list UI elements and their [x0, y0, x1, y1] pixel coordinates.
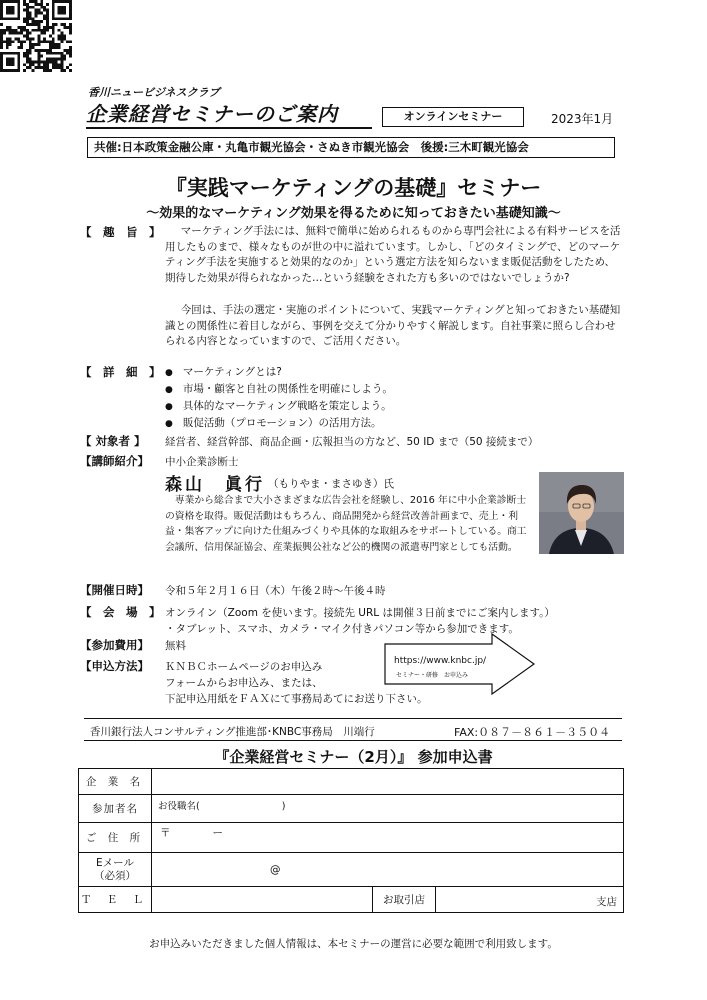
club-name: 香川ニュービジネスクラブ	[88, 86, 220, 99]
title-hint-open: お役職名(	[158, 801, 200, 812]
branch-label: お取引店	[373, 887, 436, 913]
venue-label: 【 会 場 】	[80, 605, 161, 619]
details-label: 【 詳 細 】	[80, 365, 161, 379]
apply-line-3: 下記申込用紙をＦＡＸにて事務局あてにお送り下さい。	[165, 693, 428, 705]
apply-line-1: ＫＮＢＣホームページのお申込み	[165, 661, 323, 673]
email-label-text: Eメール	[96, 856, 134, 869]
branch-suffix: 支店	[596, 896, 617, 908]
apply-line-2: フォームからお申込み、または、	[165, 677, 323, 689]
fee-text: 無料	[165, 640, 186, 652]
apply-url[interactable]: https://www.knbc.jp/	[394, 656, 487, 666]
purpose-label: 【 趣 旨 】	[80, 225, 161, 239]
email-required-text: （必須）	[94, 869, 136, 882]
email-field[interactable]	[152, 853, 624, 887]
office-name: 香川銀行法人コンサルティング推進部･KNBC事務局 川端行	[90, 726, 375, 738]
at-sign: @	[270, 863, 281, 876]
sponsor-box: 共催:日本政策金融公庫・丸亀市観光協会・さぬき市観光協会 後援:三木町観光協会	[87, 137, 615, 158]
list-item: ● 市場・顧客と自社の関係性を明確にしよう。	[165, 381, 393, 398]
lecturer-title: 中小企業診断士	[165, 456, 239, 468]
lecturer-name: 森山 眞行	[165, 475, 265, 495]
online-seminar-badge: オンラインセミナー	[382, 107, 524, 127]
portrait-illustration	[539, 472, 624, 554]
audience-text: 経営者、経営幹部、商品企画・広報担当の方など、50 ID まで（50 接続まで）	[165, 436, 539, 448]
tel-label: Ｔ Ｅ Ｌ	[79, 887, 152, 913]
list-item: ● 販促活動（プロモーション）の活用方法。	[165, 415, 393, 432]
privacy-note: お申込みいただきました個人情報は、本セミナーの運営に必要な範囲で利用致します。	[149, 938, 558, 950]
tel-field[interactable]	[152, 887, 373, 913]
venue-line-1: オンライン（Zoom を使います。接続先 URL は開催３日前までにご案内します。）	[165, 607, 555, 619]
list-item: ● マーケティングとは?	[165, 364, 393, 381]
fax-number: FAX:０８７－８６１－３５０４	[454, 726, 611, 739]
audience-label: 【 対象者 】	[80, 434, 146, 448]
venue-line-2: ・タブレット、スマホ、カメラ・マイク付きパソコン等から参加できます。	[165, 623, 519, 635]
lecturer-bio: 専業から総合まで大小さまざまな広告会社を経験し、2016 年に中小企業診断士の資格を取得。販促活動はもちろん、商品開発から経営改善計画まで、売上・利益・集客アップに向けた仕組みづくりや具体的な取組みをサポートしている。商工会議所、信用保証協会、産業振興公社など公的機関の派遣専門家としても活動。	[165, 495, 527, 553]
lecturer-photo	[539, 472, 624, 554]
branch-field[interactable]	[436, 887, 624, 913]
list-item: ● 具体的なマーケティング戦略を策定しよう。	[165, 398, 393, 415]
company-field[interactable]	[152, 769, 624, 795]
form-title: 『企業経営セミナー（2月）』 参加申込書	[214, 748, 493, 766]
seminar-headline: 『実践マーケティングの基礎』セミナー	[165, 176, 542, 200]
apply-url-caption: セミナー・研修 お申込み	[396, 672, 469, 679]
postal-mark: 〒 ー	[160, 827, 223, 839]
issue-date: 2023年1月	[551, 112, 614, 126]
attendee-field[interactable]	[152, 795, 624, 823]
divider	[84, 718, 622, 719]
details-list	[165, 364, 393, 432]
title-hint-close: )	[281, 801, 286, 812]
lecturer-label: 【講師紹介】	[80, 454, 149, 468]
arrow-right-icon	[384, 633, 536, 695]
title-underline	[86, 127, 372, 129]
email-label	[79, 853, 152, 887]
address-label: ご 住 所	[79, 823, 152, 853]
schedule-label: 【開催日時】	[80, 583, 149, 597]
lecturer-reading: （もりやま・まさゆき）氏	[268, 478, 394, 490]
attendee-label: 参加者名	[79, 795, 152, 823]
application-form	[78, 768, 624, 913]
page-title: 企業経営セミナーのご案内	[86, 102, 338, 126]
divider	[84, 740, 622, 741]
fee-label: 【参加費用】	[80, 638, 149, 652]
company-label: 企 業 名	[79, 769, 152, 795]
apply-label: 【申込方法】	[80, 659, 149, 673]
purpose-paragraph-1: マーケティング手法には、無料で簡単に始められるものから専門会社による有料サービスを活用したものまで、様々なものが世の中に溢れています。しかし、「どのタイミングで、どのマーケティング手法を実施すると効果的なのか」という選定方法を知らないまま販促活動をしたため、期待した効果が得られなかった…という経験をされた方も多いのではないでしょうか?	[165, 225, 621, 284]
purpose-paragraph-2: 今回は、手法の選定・実施のポイントについて、実践マーケティングと知っておきたい基礎知識との関係性に着目しながら、事例を交えて分かりやすく解説します。自社事業に照らし合わせられる内容となっていますので、ご活用ください。	[165, 304, 621, 348]
seminar-subheadline: ～効果的なマーケティング効果を得るために知っておきたい基礎知識～	[146, 206, 561, 221]
address-field[interactable]	[152, 823, 624, 853]
qr-code-icon[interactable]	[0, 0, 72, 72]
schedule-text: 令和５年２月１６日（木）午後２時～午後４時	[165, 585, 386, 597]
